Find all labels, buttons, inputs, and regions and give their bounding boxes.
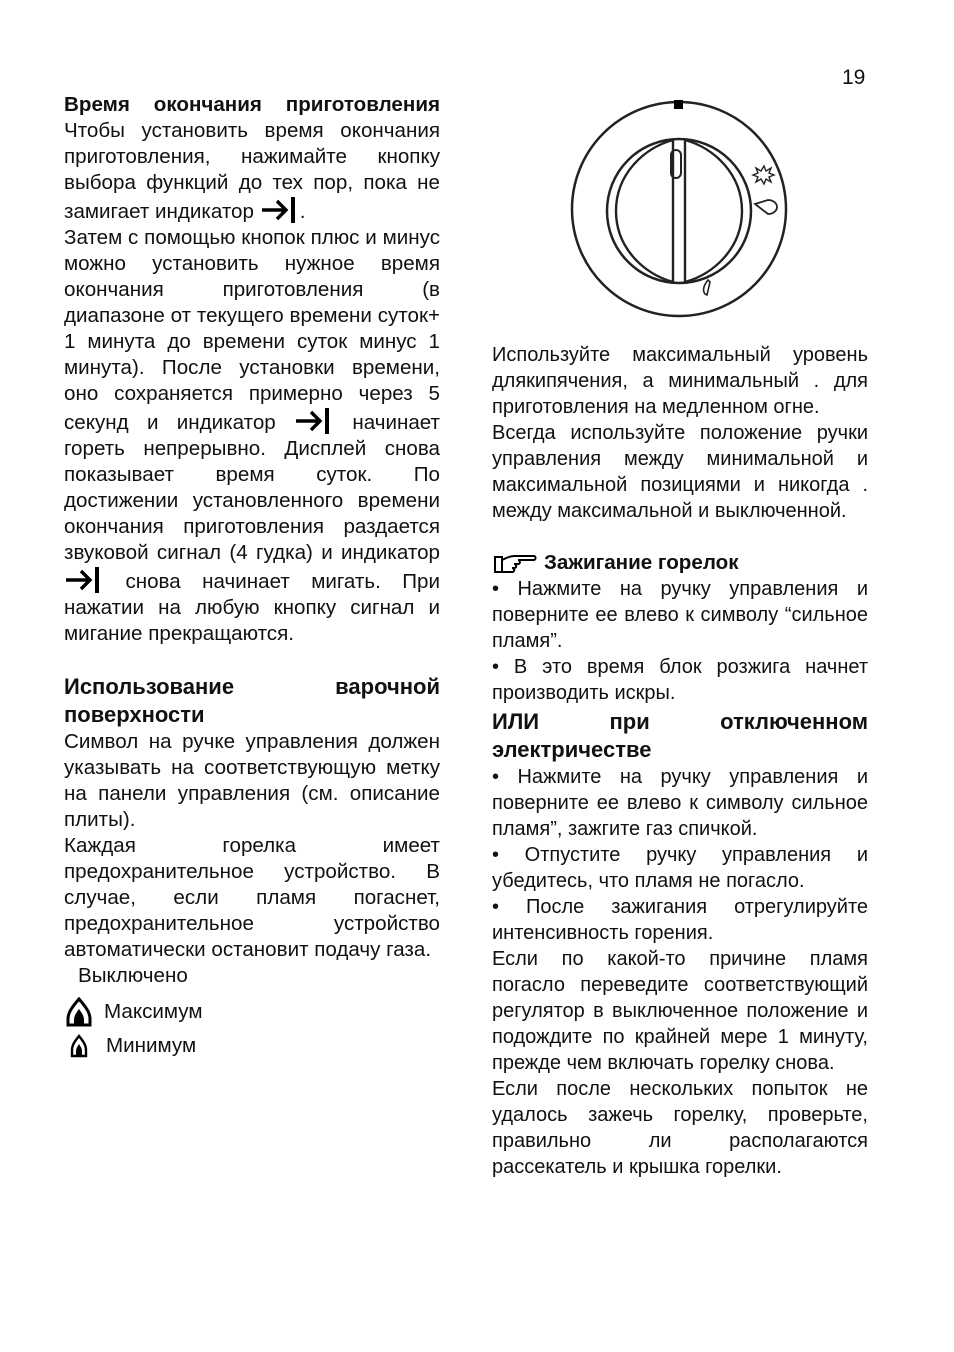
ignition-heading: Зажигание горелок [492,550,868,576]
usage-paragraph-2: Всегда используйте положение ручки управления между минимальной и максимальной позициями и никогда . между максимальной и выключенной. [492,422,868,522]
ignition-bullet-1: • Нажмите на ручку управления и поверните ее влево к символу “сильное пламя”. [492,578,868,652]
right-column [492,92,868,1180]
end-time-paragraph-2: Затем с помощью кнопок плюс и минус можно установить нужное время окончания приготовления (в диапазоне от текущего времени суток+ 1 минута до времени суток минус 1 минута). После установки времени, оно сохраняется примерно через 5 секунд и индикатор начинает гореть непрерывно. Дисплей снова показывает время суток. По достижении установленного времени окончания приготовления раздается звуковой сигнал (4 гудка) и индикатор снова начинает мигать. При нажатии на любую кнопку сигнал и мигание прекращаются. [64,226,440,645]
min-label: Минимум [106,1034,197,1057]
end-time-paragraph-1: Чтобы установить время окончания приготовления, нажимайте кнопку выбора функций до тех пор, пока не замигает индикатор . [64,119,440,223]
page-number: 19 [842,66,866,89]
arrow-to-bar-icon [64,566,104,594]
small-flame-icon [66,1034,96,1058]
hob-paragraph-2: Каждая горелка имеет предохранительное устройство. В случае, если пламя погаснет, предохранительное устройство автоматически остановит подачу газа. [64,834,440,961]
hob-heading: Использование варочной поверхности [64,674,440,727]
no-power-paragraph-2: Если после нескольких попыток не удалось зажечь горелку, проверьте, правильно ли располагаются рассекатель и крышка горелки. [492,1078,868,1178]
pointing-hand-icon [492,552,538,576]
end-time-heading: Время окончания приготовления [64,93,440,116]
usage-paragraph-1: Используйте максимальный уровень длякипячения, а минимальный . для приготовления на медленном огне. [492,344,868,418]
arrow-to-bar-icon [294,407,334,435]
no-power-paragraph-1: Если по какой-то причине пламя погасло переведите соответствующий регулятор в выключенное положение и подождите по крайней мере 1 минуту, прежде чем включать горелку снова. [492,948,868,1074]
hob-paragraph-1: Символ на ручке управления должен указывать на соответствующую метку на панели управления (см. описание плиты). [64,730,440,831]
large-flame-icon [64,997,94,1027]
max-row [64,997,440,1027]
burner-knob-diagram [564,92,804,332]
arrow-to-bar-icon [260,196,300,224]
ignition-bullet-2: • В это время блок розжига начнет производить искры. [492,656,868,704]
no-power-heading: ИЛИ при отключенном электричестве [492,709,868,762]
no-power-bullet-3: • После зажигания отрегулируйте интенсивность горения. [492,896,868,944]
no-power-bullet-2: • Отпустите ручку управления и убедитесь, что пламя не погасло. [492,844,868,892]
min-row [64,1033,440,1059]
max-label: Максимум [104,1000,203,1023]
left-column [64,92,440,1059]
off-label: Выключено [78,964,188,987]
no-power-bullet-1: • Нажмите на ручку управления и поверните ее влево к символу сильное пламя”, зажгите газ спичкой. [492,766,868,840]
